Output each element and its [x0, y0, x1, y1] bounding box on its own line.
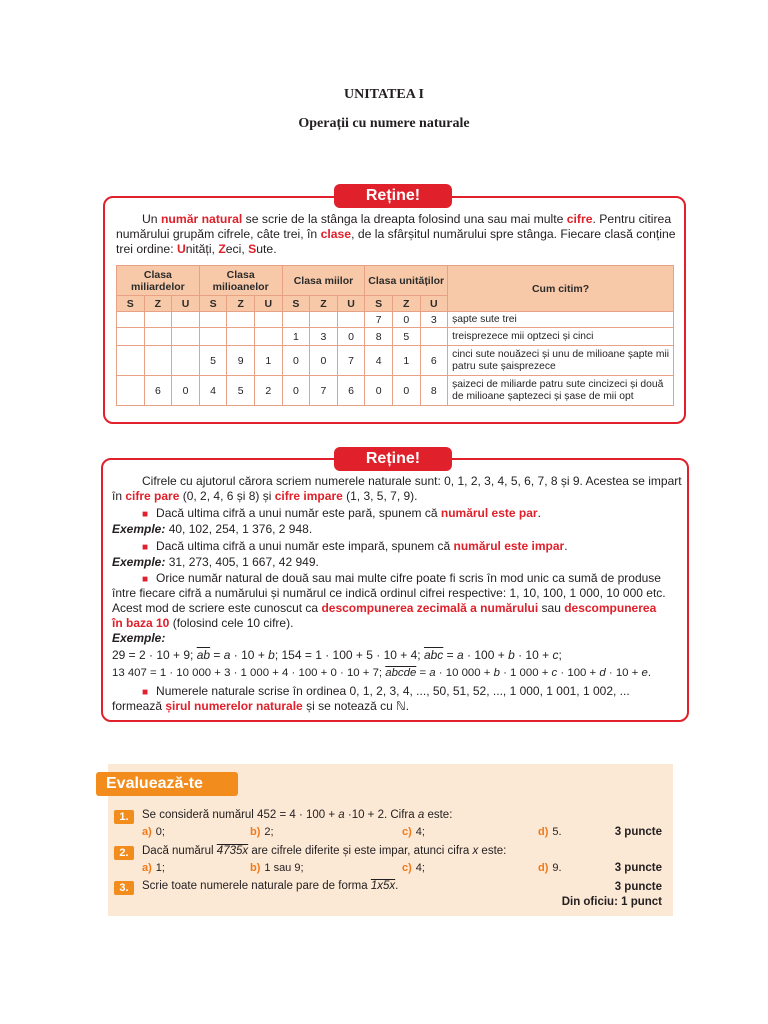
retine-badge-1: Reține!: [334, 184, 452, 208]
unit-title: UNITATEA I: [343, 87, 424, 102]
order-header: S: [282, 296, 310, 312]
digit-cell: [117, 376, 145, 406]
digit-cell: [227, 312, 255, 328]
table-row: [117, 312, 674, 328]
digit-cell: 0: [282, 346, 310, 376]
digit-cell: 6: [420, 346, 448, 376]
option-b[interactable]: b) 1 sau 9;: [250, 862, 304, 874]
examples-label: Exemple:: [112, 631, 166, 645]
digit-cell: [144, 312, 172, 328]
sequence-line-2: formează șirul numerelor naturale și se notează cu ℕ.: [112, 699, 410, 713]
evaluation-tab: Evaluează-te: [96, 772, 238, 796]
digit-cell: 7: [337, 346, 365, 376]
class-header: Clasa miliardelor: [117, 266, 200, 296]
decomp-line-3: Acest mod de scriere este cunoscut ca descompunerea zecimală a numărului sau descompunerea: [112, 601, 657, 615]
digit-cell: [172, 312, 200, 328]
decomp-line-1: ■ Orice număr natural de două sau mai multe cifre poate fi scris în mod unic ca sumă de produse: [142, 571, 661, 585]
digit-cell: 1: [282, 328, 310, 346]
digit-cell: [199, 328, 227, 346]
order-header: Z: [227, 296, 255, 312]
table-row: [117, 328, 674, 346]
digit-cell: 0: [392, 312, 420, 328]
class-header: Clasa milioanelor: [199, 266, 282, 296]
option-b[interactable]: b) 2;: [250, 826, 274, 838]
digit-cell: 5: [392, 328, 420, 346]
unit-subtitle: Operații cu numere naturale: [298, 116, 470, 131]
digit-cell: 4: [365, 346, 393, 376]
order-header: U: [172, 296, 200, 312]
digit-cell: 8: [420, 376, 448, 406]
order-header: Z: [310, 296, 338, 312]
digit-cell: [144, 328, 172, 346]
order-header: U: [254, 296, 282, 312]
even-odd-line: în cifre pare (0, 2, 4, 6 și 8) și cifre impare (1, 3, 5, 7, 9).: [112, 489, 418, 503]
read-cell: cinci sute nouăzeci și unu de milioane șapte mii patru sute șaisprezece: [448, 346, 674, 376]
order-header: Z: [392, 296, 420, 312]
question-text: Se consideră numărul 452 = 4 · 100 + a ·10 + 2. Cifra a este:: [142, 809, 453, 821]
digit-cell: [420, 328, 448, 346]
order-header: S: [365, 296, 393, 312]
option-c[interactable]: c) 4;: [402, 862, 425, 874]
box1-intro: Un număr natural se scrie de la stânga la dreapta folosind una sau mai multe cifre. Pentru citirea numărului grupăm cifrele, câte trei, în clase, de la sfârșitul numărului spre stânga. Fiecare clasă conține trei ordine: Unități, Zeci, Sute.: [116, 212, 676, 256]
digit-cell: 9: [227, 346, 255, 376]
bullet-icon: ■: [142, 509, 149, 520]
question-number: 3.: [114, 881, 134, 895]
example-line-1: 29 = 2 · 10 + 9; $\overline{ab} = a \cdot 10 + b$; 154 = 1 · 100 + 5 · 10 + 4; $\overline{abc} = a \cdot 100 + b \cdot 10 + c$;: [112, 648, 562, 662]
option-d[interactable]: d) 5.: [538, 826, 562, 838]
digit-cell: [282, 312, 310, 328]
odd-rule: ■ Dacă ultima cifră a unui număr este impară, spunem că numărul este impar.: [142, 539, 568, 553]
question-points: 3 puncte: [614, 881, 662, 893]
digit-cell: [254, 312, 282, 328]
digit-cell: [172, 346, 200, 376]
digit-cell: 6: [337, 376, 365, 406]
decomp-line-4: în baza 10 (folosind cele 10 cifre).: [112, 616, 294, 630]
option-c[interactable]: c) 4;: [402, 826, 425, 838]
read-cell: șaizeci de miliarde patru sute cincizeci și două de milioane șaptezeci și șase de mii opt: [448, 376, 674, 406]
digit-cell: 8: [365, 328, 393, 346]
number-classes-table: [116, 265, 674, 406]
digit-cell: 1: [254, 346, 282, 376]
digit-cell: 0: [365, 376, 393, 406]
oficiu-points: Din oficiu: 1 punct: [561, 896, 662, 908]
digits-line: Cifrele cu ajutorul cărora scriem numerele naturale sunt: 0, 1, 2, 3, 4, 5, 6, 7, 8 și 9. Acestea se impart: [142, 474, 682, 488]
digit-cell: [227, 328, 255, 346]
digit-cell: [337, 312, 365, 328]
option-d[interactable]: d) 9.: [538, 862, 562, 874]
even-examples: Exemple: 40, 102, 254, 1 376, 2 948.: [112, 522, 313, 536]
digit-cell: [199, 312, 227, 328]
digit-cell: 6: [144, 376, 172, 406]
digit-cell: 0: [172, 376, 200, 406]
example-line-2: 13 407 = 1 · 10 000 + 3 · 1 000 + 4 · 100 + 0 · 10 + 7; abcde = a · 10 000 + b · 1 000 + c · 100 + d · 10 + e.: [112, 667, 651, 679]
order-header: Z: [144, 296, 172, 312]
bullet-icon: ■: [142, 574, 149, 585]
digit-cell: [172, 328, 200, 346]
digit-cell: 5: [199, 346, 227, 376]
option-a[interactable]: a) 0;: [142, 826, 165, 838]
digit-cell: 4: [199, 376, 227, 406]
bullet-icon: ■: [142, 542, 149, 553]
digit-cell: [310, 312, 338, 328]
question-text: Dacă numărul 4735x are cifrele diferite și este impar, atunci cifra x este:: [142, 845, 507, 857]
digit-cell: [117, 312, 145, 328]
decomp-line-2: între fiecare cifră a numărului și numărul ce indică ordinul cifrei respective: 1, 10, 100, 1 000, 10 000 etc.: [112, 586, 666, 600]
digit-cell: 5: [227, 376, 255, 406]
digit-cell: 2: [254, 376, 282, 406]
order-header: S: [117, 296, 145, 312]
digit-cell: 0: [282, 376, 310, 406]
digit-cell: 7: [310, 376, 338, 406]
digit-cell: 7: [365, 312, 393, 328]
read-cell: treisprezece mii optzeci și cinci: [448, 328, 674, 346]
even-rule: ■ Dacă ultima cifră a unui număr este pară, spunem că numărul este par.: [142, 506, 541, 520]
digit-cell: [117, 328, 145, 346]
order-header: U: [420, 296, 448, 312]
class-header: Clasa unităților: [365, 266, 448, 296]
question-points: 3 puncte: [614, 862, 662, 874]
order-header: U: [337, 296, 365, 312]
digit-cell: 0: [392, 376, 420, 406]
digit-cell: 0: [310, 346, 338, 376]
class-header: Clasa miilor: [282, 266, 365, 296]
question-number: 1.: [114, 810, 134, 824]
table-row: [117, 376, 674, 406]
read-header: Cum citim?: [448, 266, 674, 312]
sequence-line-1: ■ Numerele naturale scrise în ordinea 0, 1, 2, 3, 4, ..., 50, 51, 52, ..., 1 000, 1 001, 1 002, ...: [142, 684, 630, 698]
order-header: S: [199, 296, 227, 312]
digit-cell: 3: [310, 328, 338, 346]
table-row: [117, 346, 674, 376]
digit-cell: 0: [337, 328, 365, 346]
option-a[interactable]: a) 1;: [142, 862, 165, 874]
digit-cell: [254, 328, 282, 346]
retine-badge-2: Reține!: [334, 447, 452, 471]
digit-cell: [117, 346, 145, 376]
question-text: Scrie toate numerele naturale pare de forma 1x5x.: [142, 880, 399, 892]
odd-examples: Exemple: 31, 273, 405, 1 667, 42 949.: [112, 555, 319, 569]
read-cell: șapte sute trei: [448, 312, 674, 328]
digit-cell: 3: [420, 312, 448, 328]
digit-cell: 1: [392, 346, 420, 376]
digit-cell: [144, 346, 172, 376]
bullet-icon: ■: [142, 687, 149, 698]
question-number: 2.: [114, 846, 134, 860]
question-points: 3 puncte: [614, 826, 662, 838]
